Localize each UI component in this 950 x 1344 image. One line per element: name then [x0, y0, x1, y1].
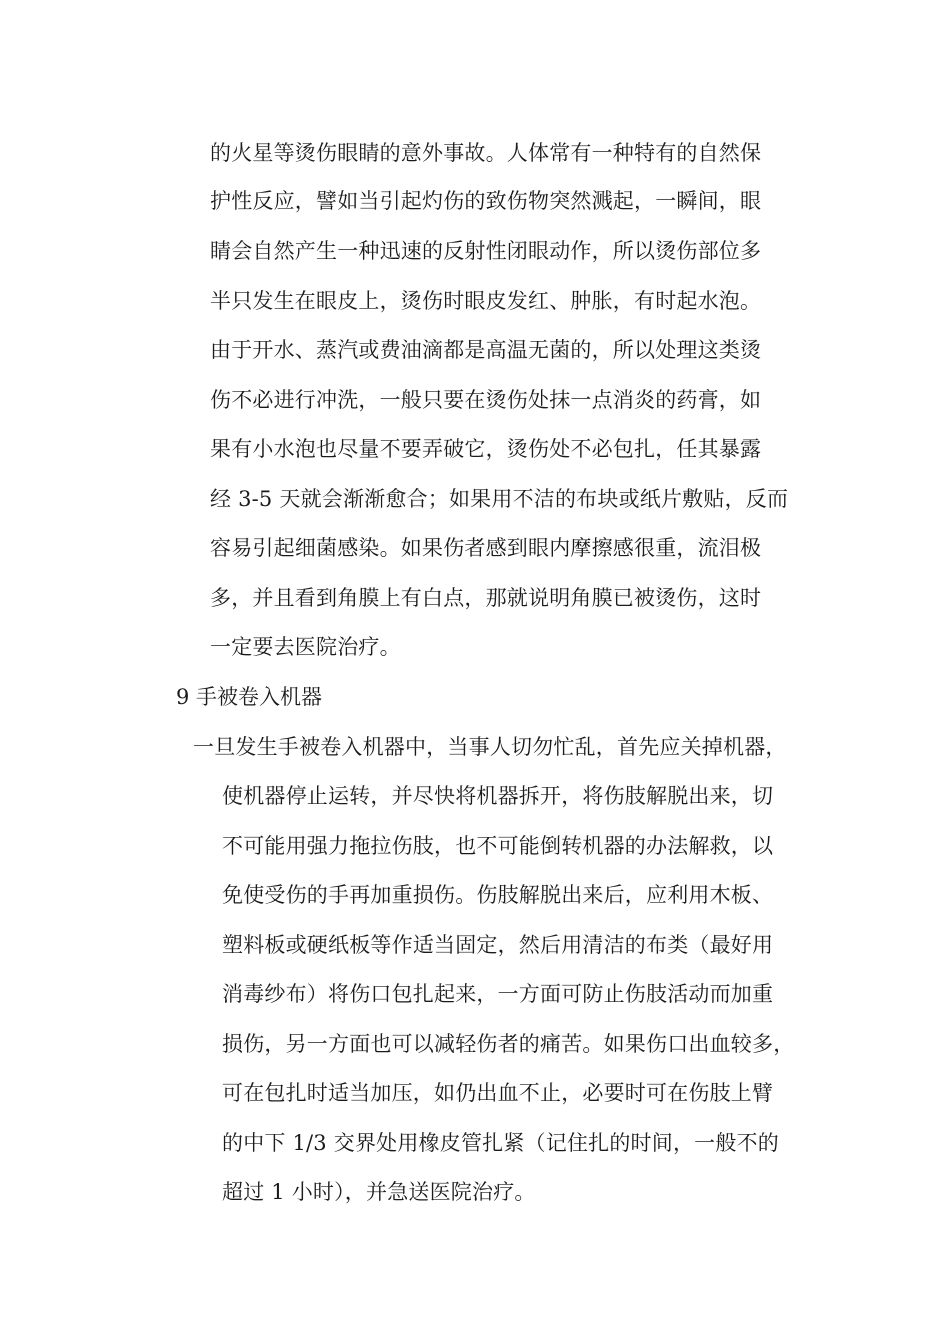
- paragraph-line: 一旦发生手被卷入机器中，当事人切勿忙乱，首先应关掉机器，: [193, 735, 787, 759]
- paragraph-line: 可在包扎时适当加压，如仍出血不止，必要时可在伤肢上臂: [222, 1081, 774, 1105]
- paragraph-line: 由于开水、蒸汽或费油滴都是高温无菌的，所以处理这类烫: [210, 338, 762, 362]
- section-heading: 9 手被卷入机器: [176, 685, 323, 709]
- paragraph-line: 消毒纱布）将伤口包扎起来，一方面可防止伤肢活动而加重: [222, 982, 774, 1006]
- paragraph-line: 的中下 1/3 交界处用橡皮管扎紧（记住扎的时间，一般不的: [222, 1131, 779, 1155]
- paragraph-line: 护性反应，譬如当引起灼伤的致伤物突然溅起，一瞬间，眼: [210, 189, 762, 213]
- paragraph-line: 不可能用强力拖拉伤肢，也不可能倒转机器的办法解救，以: [222, 834, 774, 858]
- paragraph-line: 使机器停止运转，并尽快将机器拆开，将伤肢解脱出来，切: [222, 784, 774, 808]
- paragraph-line: 果有小水泡也尽量不要弄破它，烫伤处不必包扎，任其暴露: [210, 437, 762, 461]
- paragraph-line: 半只发生在眼皮上，烫伤时眼皮发红、肿胀，有时起水泡。: [210, 289, 762, 313]
- paragraph-line: 伤不必进行冲洗，一般只要在烫伤处抹一点消炎的药膏，如: [210, 388, 762, 412]
- paragraph-line: 容易引起细菌感染。如果伤者感到眼内摩擦感很重，流泪极: [210, 536, 762, 560]
- paragraph-line: 的火星等烫伤眼睛的意外事故。人体常有一种特有的自然保: [210, 141, 762, 165]
- paragraph-line: 损伤，另一方面也可以减轻伤者的痛苦。如果伤口出血较多，: [222, 1032, 795, 1056]
- paragraph-line: 一定要去医院治疗。: [210, 635, 401, 659]
- paragraph-line: 经 3-5 天就会渐渐愈合；如果用不洁的布块或纸片敷贴，反而: [210, 487, 789, 511]
- paragraph-line: 睛会自然产生一种迅速的反射性闭眼动作，所以烫伤部位多: [210, 239, 762, 263]
- paragraph-line: 免使受伤的手再加重损伤。伤肢解脱出来后，应利用木板、: [222, 883, 774, 907]
- paragraph-line: 塑料板或硬纸板等作适当固定，然后用清洁的布类（最好用: [222, 933, 774, 957]
- paragraph-line: 多，并且看到角膜上有白点，那就说明角膜已被烫伤，这时: [210, 586, 762, 610]
- paragraph-line: 超过 1 小时），并急送医院治疗。: [222, 1180, 536, 1204]
